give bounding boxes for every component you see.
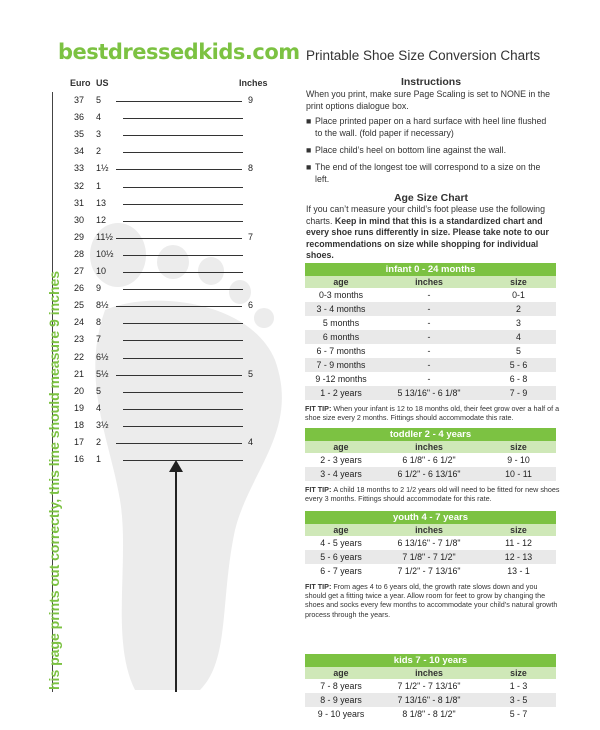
inch-mark: 6 xyxy=(248,300,254,311)
euro-size: 16 xyxy=(74,454,85,465)
ruler-tick xyxy=(123,118,243,119)
size-cell: 3 xyxy=(516,318,521,328)
age-cell: 3 - 4 months xyxy=(305,302,377,316)
section-header xyxy=(305,511,556,524)
ruler-row xyxy=(60,283,270,295)
column-header: inches xyxy=(377,276,481,288)
age-cell: 1 - 2 years xyxy=(305,386,377,400)
ruler-tick xyxy=(123,460,243,461)
euro-size: 28 xyxy=(74,248,85,259)
us-size: 5 xyxy=(96,385,102,396)
age-cell: 4 - 5 years xyxy=(320,538,362,548)
ruler-tick xyxy=(123,289,243,290)
ruler-tick xyxy=(116,306,242,307)
us-size: 4 xyxy=(96,402,102,413)
inches-cell: - xyxy=(427,346,431,356)
size-cell: 11 - 12 xyxy=(505,538,532,548)
size-cell: 2 xyxy=(481,302,556,316)
us-size: 10 xyxy=(96,266,107,276)
ruler-row xyxy=(60,129,270,141)
euro-size: 35 xyxy=(74,129,85,140)
size-cell: 10 - 11 xyxy=(481,467,556,481)
instruction-step: ■ Place printed paper on a hard surface with heel line flushed to the wall. (fold paper if necessary) xyxy=(306,116,547,138)
us-size: 2 xyxy=(96,146,102,157)
table-row xyxy=(305,693,556,707)
us-size: 3 xyxy=(96,129,102,140)
inches-column-header: Inches xyxy=(239,78,268,88)
column-header: size xyxy=(481,441,556,453)
instructions-intro: When you print, make sure Page Scaling is set to NONE in the print options dialogue box. xyxy=(306,89,550,111)
table-row xyxy=(305,344,556,358)
size-cell: 4 xyxy=(481,330,556,344)
column-header-row xyxy=(305,441,556,453)
ruler-tick xyxy=(116,443,242,444)
inches-cell: - xyxy=(377,330,481,344)
us-size: 13 xyxy=(96,197,107,208)
euro-size: 19 xyxy=(74,402,85,413)
table-row xyxy=(305,536,556,550)
us-column-header: US xyxy=(96,78,109,88)
section-header xyxy=(305,654,556,667)
ruler-row xyxy=(60,266,270,278)
ruler-tick xyxy=(123,272,243,273)
fit-tip xyxy=(305,485,560,503)
ruler-row xyxy=(60,437,270,449)
ruler-tick xyxy=(123,392,243,393)
ruler-row xyxy=(60,112,270,124)
age-cell: 6 - 7 months xyxy=(316,346,366,356)
ruler-tick xyxy=(123,358,243,359)
age-cell: 2 - 3 years xyxy=(320,455,362,465)
column-header: age xyxy=(305,524,377,536)
fit-tip-label: FIT TIP: xyxy=(305,582,334,591)
ruler-tick xyxy=(123,204,243,205)
column-header: size xyxy=(481,667,556,679)
ruler-row xyxy=(60,300,270,312)
column-header: size xyxy=(481,524,556,536)
ruler-row xyxy=(60,95,270,107)
table-row xyxy=(305,564,556,578)
euro-size: 27 xyxy=(74,266,85,276)
column-header: inches xyxy=(377,524,481,536)
us-size: 10½ xyxy=(96,248,114,259)
euro-size: 23 xyxy=(74,334,85,345)
table-row xyxy=(305,386,556,400)
us-size: 11½ xyxy=(96,231,113,242)
column-header-row xyxy=(305,276,556,288)
euro-size: 21 xyxy=(74,368,85,379)
fit-tip-text: When your infant is 12 to 18 months old, their feet grow over a half of a shoe size every 2 months. Fittings should accommodate this rate. xyxy=(305,404,560,423)
age-cell: 3 - 4 years xyxy=(305,467,377,481)
age-cell: 5 - 6 years xyxy=(305,550,377,564)
column-header: inches xyxy=(377,441,481,453)
euro-size: 37 xyxy=(74,95,85,105)
euro-size: 36 xyxy=(74,112,85,123)
arrow-shaft xyxy=(175,470,177,692)
inches-cell: 7 1/2" - 7 13/16" xyxy=(397,566,461,576)
column-header-row xyxy=(305,524,556,536)
euro-size: 30 xyxy=(74,214,85,225)
inches-cell: 5 13/16" - 6 1/8" xyxy=(377,386,481,400)
ruler-row xyxy=(60,181,270,193)
table-row xyxy=(305,288,556,302)
euro-size: 24 xyxy=(74,317,85,328)
column-header-row xyxy=(305,667,556,679)
age-cell: 0-3 months xyxy=(318,290,363,300)
ruler-tick xyxy=(116,169,242,170)
table-row xyxy=(305,679,556,693)
ruler-row xyxy=(60,334,270,346)
section-header xyxy=(305,428,556,441)
instructions-heading: Instructions xyxy=(400,76,462,88)
age-cell: 9 -12 months xyxy=(315,374,367,384)
euro-size: 22 xyxy=(74,351,85,362)
age-cell: 7 - 9 months xyxy=(305,358,377,372)
age-table xyxy=(305,428,556,481)
age-cell: 7 - 8 years xyxy=(320,681,362,691)
age-table xyxy=(305,654,556,721)
ruler-tick xyxy=(123,323,243,324)
us-size: 2 xyxy=(96,437,102,447)
ruler-tick xyxy=(123,426,243,427)
age-cell: 8 - 9 years xyxy=(305,693,377,707)
size-cell: 5 - 7 xyxy=(509,709,528,719)
fit-tip-text: From ages 4 to 6 years old, the growth rate slows down and you should get a fitting twice a year. Allow room for feet to grow by changing the shoes and socks every few months to accommodate your child’s natural growth process through the years. xyxy=(305,582,558,619)
inches-cell: 7 13/16" - 8 1/8" xyxy=(377,693,481,707)
table-row xyxy=(305,330,556,344)
column-header: age xyxy=(305,667,377,679)
us-size: 8½ xyxy=(96,300,109,311)
instruction-step: ■ The end of the longest toe will correspond to a size on the left. xyxy=(306,162,541,184)
ruler-row xyxy=(60,215,270,227)
size-cell: 3 - 5 xyxy=(481,693,556,707)
age-cell: 5 months xyxy=(322,318,360,328)
inches-cell: - xyxy=(427,290,431,300)
table-row xyxy=(305,372,556,386)
us-size: 1 xyxy=(96,454,102,465)
fit-tip-label: FIT TIP: xyxy=(305,485,334,494)
section-header xyxy=(305,263,556,276)
us-size: 8 xyxy=(96,317,102,328)
inch-mark: 7 xyxy=(248,231,254,242)
ruler-tick xyxy=(116,375,242,376)
euro-size: 29 xyxy=(74,231,85,242)
us-size: 9 xyxy=(96,283,102,294)
table-row xyxy=(305,302,556,316)
site-logo: bestdressedkids.com xyxy=(58,40,300,64)
table-row xyxy=(305,467,556,481)
fit-tip-text: A child 18 months to 2 1/2 years old will need to be fitted for new shoes every 3 months. Fittings should accommodate for this rate. xyxy=(305,485,560,504)
euro-size: 25 xyxy=(74,300,85,311)
size-cell: 13 - 1 xyxy=(507,566,530,576)
euro-size: 32 xyxy=(74,180,85,191)
table-row xyxy=(305,550,556,564)
table-row xyxy=(305,316,556,330)
ruler-row xyxy=(60,352,270,364)
ruler-tick xyxy=(123,255,243,256)
us-size: 1½ xyxy=(96,163,109,174)
us-size: 3½ xyxy=(96,419,109,430)
inches-cell: 7 1/8" - 7 1/2" xyxy=(377,550,481,564)
us-size: 4 xyxy=(96,112,102,123)
inch-mark: 5 xyxy=(248,368,254,379)
ruler-row xyxy=(60,454,270,466)
ruler-row xyxy=(60,386,270,398)
ruler-tick xyxy=(123,409,243,410)
fit-tip-label: FIT TIP: xyxy=(305,404,334,413)
size-cell: 12 - 13 xyxy=(481,550,556,564)
us-size: 6½ xyxy=(96,351,109,362)
ruler-row xyxy=(60,146,270,158)
size-cell: 5 - 6 xyxy=(481,358,556,372)
inch-mark: 8 xyxy=(248,163,254,174)
inches-cell: 6 13/16" - 7 1/8" xyxy=(397,538,461,548)
ruler-tick xyxy=(123,221,243,222)
ruler-tick xyxy=(123,340,243,341)
age-chart-heading: Age Size Chart xyxy=(393,192,469,204)
us-size: 1 xyxy=(96,180,102,191)
euro-size: 17 xyxy=(74,437,85,447)
table-row xyxy=(305,707,556,721)
size-cell: 9 - 10 xyxy=(507,455,530,465)
inch-mark: 9 xyxy=(248,95,254,105)
inches-cell: - xyxy=(377,358,481,372)
inches-cell: 6 1/2" - 6 13/16" xyxy=(377,467,481,481)
euro-size: 33 xyxy=(74,163,85,174)
age-cell: 6 - 7 years xyxy=(320,566,362,576)
column-header: age xyxy=(305,276,377,288)
inches-cell: - xyxy=(427,374,431,384)
euro-size: 31 xyxy=(74,197,85,208)
ruler-tick xyxy=(123,135,243,136)
page-title: Printable Shoe Size Conversion Charts xyxy=(306,48,541,63)
inches-cell: 7 1/2" - 7 13/16" xyxy=(397,681,461,691)
size-cell: 1 - 3 xyxy=(509,681,528,691)
table-row xyxy=(305,358,556,372)
euro-size: 20 xyxy=(74,385,85,396)
section-title: kids 7 - 10 years xyxy=(305,654,556,667)
size-cell: 5 xyxy=(516,346,521,356)
euro-size: 18 xyxy=(74,419,85,430)
euro-size: 26 xyxy=(74,283,85,294)
ruler-row xyxy=(60,317,270,329)
ruler-row xyxy=(60,163,270,175)
inches-cell: - xyxy=(377,302,481,316)
fit-tip xyxy=(305,404,560,422)
us-size: 5 xyxy=(96,95,102,105)
ruler-row xyxy=(60,232,270,244)
ruler-row xyxy=(60,369,270,381)
euro-column-header: Euro xyxy=(70,78,91,88)
inches-cell: 8 1/8" - 8 1/2" xyxy=(402,709,456,719)
size-cell: 6 - 8 xyxy=(509,374,528,384)
ruler-tick xyxy=(123,152,243,153)
age-chart-intro: If you can’t measure your child’s foot please use the following charts. Keep in mind that this is a standardized chart and every shoe runs differently in size. Please take note to our recommendations on size while shopping for individual shoes. xyxy=(306,204,549,260)
size-cell: 0-1 xyxy=(512,290,525,300)
ruler-row xyxy=(60,249,270,261)
us-size: 5½ xyxy=(96,368,109,379)
euro-size: 34 xyxy=(74,146,85,157)
age-table xyxy=(305,511,556,578)
calibration-note: his page prints out correctly, this line should measure 9 inches xyxy=(46,270,62,690)
us-size: 7 xyxy=(96,334,102,345)
inches-cell: - xyxy=(427,318,431,328)
age-table xyxy=(305,263,556,400)
inches-cell: 6 1/8" - 6 1/2" xyxy=(402,455,456,465)
ruler-row xyxy=(60,403,270,415)
section-title: youth 4 - 7 years xyxy=(305,511,556,524)
column-header: inches xyxy=(377,667,481,679)
ruler-tick xyxy=(123,187,243,188)
ruler-tick xyxy=(116,101,242,102)
instruction-step: ■ Place child’s heel on bottom line against the wall. xyxy=(306,145,507,155)
age-cell: 9 - 10 years xyxy=(317,709,365,719)
table-row xyxy=(305,453,556,467)
inch-mark: 4 xyxy=(248,437,254,447)
column-header: size xyxy=(481,276,556,288)
ruler-row xyxy=(60,198,270,210)
section-title: infant 0 - 24 months xyxy=(305,263,556,276)
ruler-row xyxy=(60,420,270,432)
column-header: age xyxy=(305,441,377,453)
size-cell: 7 - 9 xyxy=(481,386,556,400)
fit-tip xyxy=(305,582,560,619)
ruler-tick xyxy=(116,238,242,239)
age-cell: 6 months xyxy=(305,330,377,344)
section-title: toddler 2 - 4 years xyxy=(305,428,556,441)
us-size: 12 xyxy=(96,214,107,225)
